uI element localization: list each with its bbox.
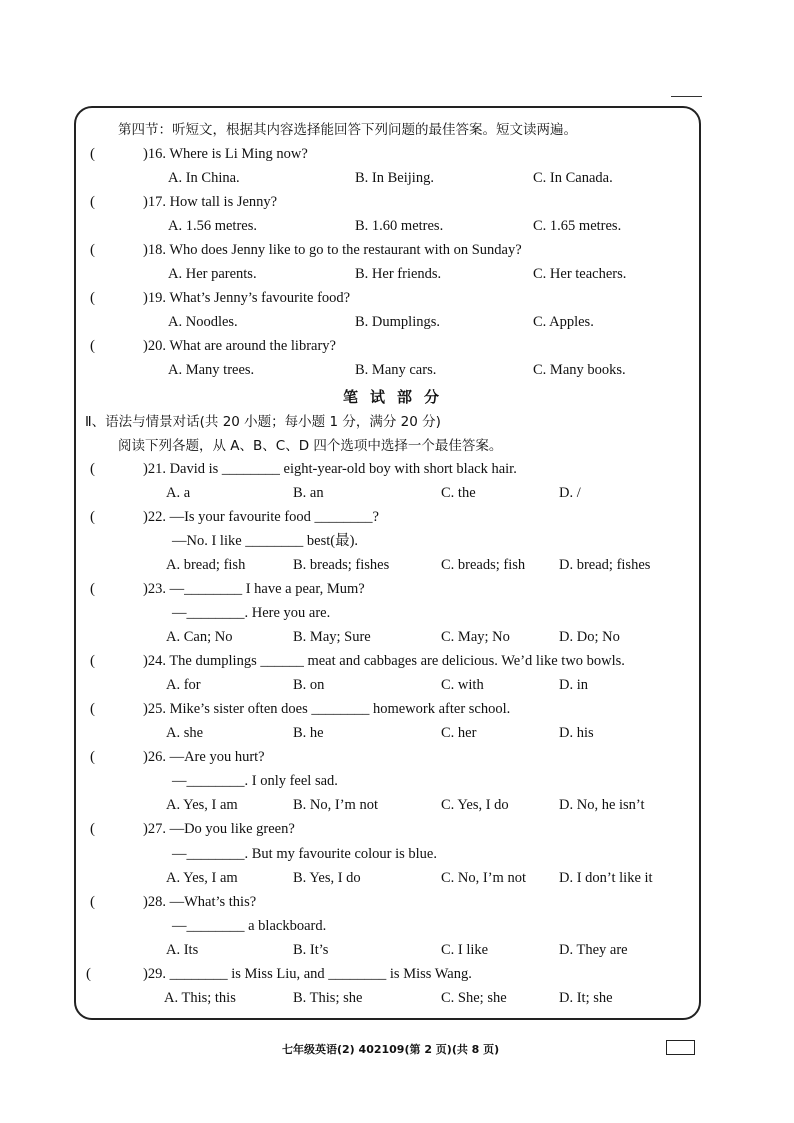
question-stem: )22. —Is your favourite food ________? (143, 509, 379, 525)
question-reply: —________. Here you are. (172, 605, 331, 621)
written-part-title: 笔试部分 (342, 388, 451, 406)
option-b: B. breads; fishes (293, 557, 390, 573)
option-a: A. 1.56 metres. (168, 218, 257, 234)
section4-heading: 第四节：听短文，根据其内容选择能回答下列问题的最佳答案。短文读两遍。 (118, 122, 577, 138)
option-d: D. Do; No (559, 629, 620, 645)
option-a: A. Her parents. (168, 266, 257, 282)
option-b: B. Yes, I do (293, 870, 361, 886)
option-c: C. Apples. (533, 314, 594, 330)
answer-blank: ( (90, 581, 95, 597)
option-d: D. his (559, 725, 594, 741)
option-b: B. he (293, 725, 324, 741)
option-c: C. breads; fish (441, 557, 526, 573)
question-stem: )16. Where is Li Ming now? (143, 146, 308, 162)
answer-blank: ( (90, 701, 95, 717)
question-stem: )18. Who does Jenny like to go to the restaurant with on Sunday? (143, 242, 522, 258)
answer-blank: ( (90, 338, 95, 354)
option-d: D. in (559, 677, 588, 693)
page-footer: 七年级英语(2) 402109(第 2 页)(共 8 页) (282, 1043, 500, 1056)
answer-blank: ( (90, 242, 95, 258)
answer-blank: ( (90, 146, 95, 162)
option-a: A. Many trees. (168, 362, 255, 378)
option-a: A. In China. (168, 170, 240, 186)
question-reply: —________ a blackboard. (172, 918, 327, 934)
question-reply: —No. I like ________ best(最). (172, 533, 359, 549)
question-reply: —________. I only feel sad. (172, 773, 338, 789)
option-d: D. bread; fishes (559, 557, 651, 573)
option-c: C. Yes, I do (441, 797, 509, 813)
question-stem: )23. —________ I have a pear, Mum? (143, 581, 365, 597)
option-b: B. Dumplings. (355, 314, 440, 330)
option-c: C. the (441, 485, 476, 501)
option-a: A. Can; No (166, 629, 233, 645)
question-stem: )19. What’s Jenny’s favourite food? (143, 290, 351, 306)
option-c: C. Many books. (533, 362, 626, 378)
option-d: D. / (559, 485, 581, 501)
option-c: C. her (441, 725, 477, 741)
option-b: B. May; Sure (293, 629, 371, 645)
question-stem: )25. Mike’s sister often does ________ homework after school. (143, 701, 511, 717)
answer-blank: ( (90, 290, 95, 306)
question-stem: )17. How tall is Jenny? (143, 194, 278, 210)
option-b: B. Many cars. (355, 362, 437, 378)
option-a: A. bread; fish (166, 557, 246, 573)
option-b: B. In Beijing. (355, 170, 434, 186)
question-stem: )24. The dumplings ______ meat and cabbages are delicious. We’d like two bowls. (143, 653, 625, 669)
option-a: A. a (166, 485, 191, 501)
option-a: A. Noodles. (168, 314, 238, 330)
question-stem: )28. —What’s this? (143, 894, 257, 910)
option-c: C. I like (441, 942, 489, 958)
part2-instruction: 阅读下列各题，从 A、B、C、D 四个选项中选择一个最佳答案。 (118, 438, 503, 454)
answer-blank: ( (90, 821, 95, 837)
option-c: C. She; she (441, 990, 507, 1006)
option-c: C. with (441, 677, 484, 693)
option-c: C. Her teachers. (533, 266, 627, 282)
option-c: C. 1.65 metres. (533, 218, 622, 234)
option-b: B. This; she (293, 990, 363, 1006)
option-b: B. on (293, 677, 325, 693)
question-stem: )20. What are around the library? (143, 338, 336, 354)
answer-blank: ( (86, 966, 91, 982)
answer-blank: ( (90, 461, 95, 477)
score-box (666, 1040, 695, 1055)
option-d: D. It; she (559, 990, 613, 1006)
answer-blank: ( (90, 653, 95, 669)
option-b: B. Her friends. (355, 266, 442, 282)
option-b: B. It’s (293, 942, 329, 958)
option-a: A. Its (166, 942, 199, 958)
option-a: A. This; this (164, 990, 236, 1006)
part2-heading: Ⅱ、语法与情景对话(共 20 小题；每小题 1 分，满分 20 分) (85, 414, 441, 430)
option-a: A. Yes, I am (166, 870, 238, 886)
option-d: D. They are (559, 942, 628, 958)
question-stem: )29. ________ is Miss Liu, and ________ is Miss Wang. (143, 966, 472, 982)
answer-blank: ( (90, 749, 95, 765)
question-stem: )26. —Are you hurt? (143, 749, 265, 765)
answer-blank: ( (90, 509, 95, 525)
question-stem: )21. David is ________ eight-year-old boy with short black hair. (143, 461, 517, 477)
option-d: D. No, he isn’t (559, 797, 645, 813)
option-a: A. Yes, I am (166, 797, 238, 813)
answer-blank: ( (90, 894, 95, 910)
option-a: A. for (166, 677, 201, 693)
option-b: B. an (293, 485, 324, 501)
question-stem: )27. —Do you like green? (143, 821, 295, 837)
option-a: A. she (166, 725, 204, 741)
option-c: C. In Canada. (533, 170, 613, 186)
option-c: C. No, I’m not (441, 870, 526, 886)
question-reply: —________. But my favourite colour is blue. (172, 846, 437, 862)
top-corner-rule (671, 96, 702, 97)
option-b: B. No, I’m not (293, 797, 378, 813)
answer-blank: ( (90, 194, 95, 210)
option-c: C. May; No (441, 629, 510, 645)
option-d: D. I don’t like it (559, 870, 653, 886)
option-b: B. 1.60 metres. (355, 218, 444, 234)
